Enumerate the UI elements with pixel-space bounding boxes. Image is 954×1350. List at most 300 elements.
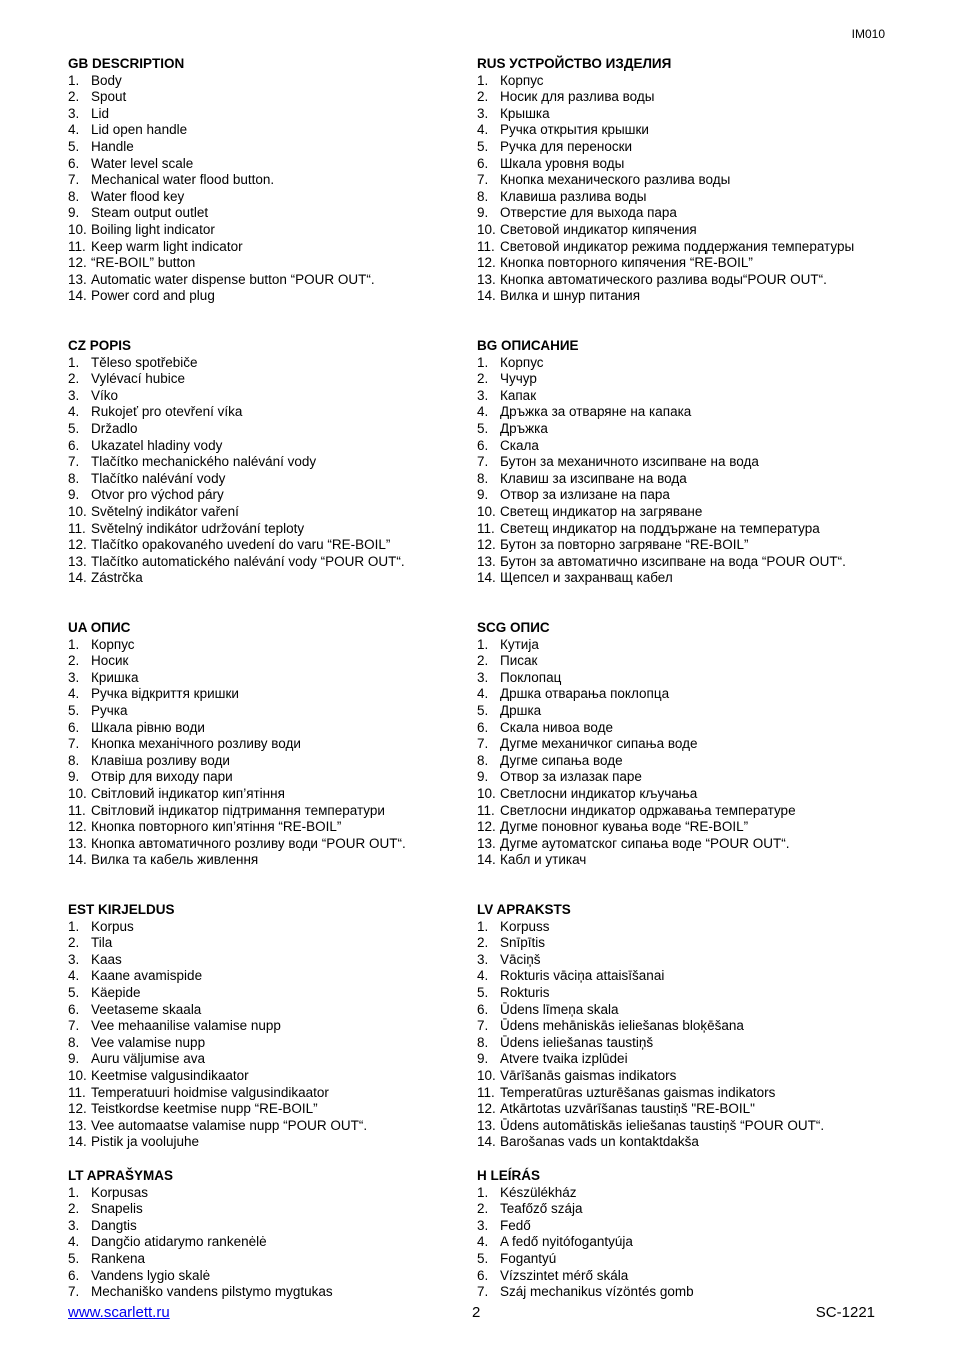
item-text: Кнопка автоматичного розливу води “POUR OUT“. <box>91 835 406 851</box>
item-text: Rokturis <box>500 984 550 1000</box>
list-item <box>68 720 406 737</box>
list-item <box>477 288 854 305</box>
list-item <box>68 1201 333 1218</box>
item-text: Носик <box>91 653 129 669</box>
item-text: Tila <box>91 935 113 951</box>
item-text: Készülékház <box>500 1184 577 1200</box>
item-text: Светлосни индикатор одржавања температуре <box>500 802 796 818</box>
item-number: 12. <box>68 537 87 553</box>
list-item <box>477 570 846 587</box>
item-text: Корпус <box>500 72 544 88</box>
item-number: 13. <box>477 1117 496 1133</box>
item-number: 1. <box>477 636 489 652</box>
item-text: Щепсел и захранващ кабел <box>500 570 673 586</box>
item-number: 3. <box>68 105 80 121</box>
list-item <box>68 736 406 753</box>
list-item <box>68 172 375 189</box>
item-text: Fedő <box>500 1217 531 1233</box>
item-text: Корпус <box>500 354 544 370</box>
item-number: 12. <box>68 1101 87 1117</box>
item-number: 7. <box>68 454 80 470</box>
item-number: 3. <box>68 951 80 967</box>
list-item <box>477 753 796 770</box>
item-number: 5. <box>68 702 80 718</box>
list-item <box>477 720 796 737</box>
list-item <box>477 205 854 222</box>
item-number: 5. <box>68 984 80 1000</box>
item-number: 5. <box>477 702 489 718</box>
list-item <box>477 1134 824 1151</box>
list-item <box>68 487 405 504</box>
list-item <box>68 968 367 985</box>
list-item <box>68 1101 367 1118</box>
parts-list <box>477 73 854 305</box>
item-text: Tlačítko nalévání vody <box>91 470 226 486</box>
item-text: Vārīšanās gaismas indikators <box>500 1067 677 1083</box>
item-number: 8. <box>477 752 489 768</box>
item-number: 6. <box>68 437 80 453</box>
list-item <box>68 438 405 455</box>
parts-list <box>477 355 846 587</box>
list-item <box>68 106 375 123</box>
section-left-3 <box>68 902 367 1151</box>
item-number: 9. <box>477 487 489 503</box>
item-text: Вилка и шнур питания <box>500 288 641 304</box>
list-item <box>477 1002 824 1019</box>
list-item <box>477 487 846 504</box>
item-number: 9. <box>68 1051 80 1067</box>
item-text: Крышка <box>500 105 550 121</box>
list-item <box>68 819 406 836</box>
list-item <box>477 106 854 123</box>
section-title: LT APRAŠYMAS <box>68 1168 174 1183</box>
item-number: 7. <box>477 172 489 188</box>
item-number: 5. <box>68 1250 80 1266</box>
list-item <box>477 388 846 405</box>
item-number: 2. <box>68 935 80 951</box>
list-item <box>68 255 375 272</box>
item-number: 10. <box>68 503 87 519</box>
item-number: 7. <box>477 1284 489 1300</box>
item-number: 1. <box>68 354 80 370</box>
item-number: 1. <box>477 354 489 370</box>
list-item <box>477 637 796 654</box>
item-text: Kaas <box>91 951 122 967</box>
list-item <box>68 189 375 206</box>
item-text: Lid open handle <box>91 122 188 138</box>
list-item <box>68 1018 367 1035</box>
list-item <box>477 1251 694 1268</box>
item-number: 6. <box>477 1001 489 1017</box>
item-number: 13. <box>68 1117 87 1133</box>
list-item <box>68 222 375 239</box>
item-text: Кнопка механического разлива воды <box>500 172 731 188</box>
item-number: 6. <box>68 1001 80 1017</box>
section-title: GB DESCRIPTION <box>68 56 185 71</box>
item-text: Tlačítko automatického nalévání vody “POUR OUT“. <box>91 553 405 569</box>
list-item <box>68 471 405 488</box>
list-item <box>477 836 796 853</box>
item-text: Száj mechanikus vízöntés gomb <box>500 1284 694 1300</box>
list-item <box>68 686 406 703</box>
item-number: 11. <box>68 1084 86 1100</box>
item-number: 3. <box>477 387 489 403</box>
item-number: 10. <box>477 221 496 237</box>
item-number: 14. <box>477 570 496 586</box>
parts-list <box>68 919 367 1151</box>
item-text: Дръжка <box>500 420 548 436</box>
item-number: 11. <box>477 802 495 818</box>
item-number: 1. <box>68 918 80 934</box>
list-item <box>68 1068 367 1085</box>
item-text: Дршка отварања поклопца <box>500 686 670 702</box>
list-item <box>477 919 824 936</box>
list-item <box>68 935 367 952</box>
item-number: 13. <box>68 271 87 287</box>
item-number: 11. <box>477 1084 495 1100</box>
list-item <box>477 355 846 372</box>
list-item <box>68 653 406 670</box>
item-text: Ручка для переноски <box>500 138 633 154</box>
list-item <box>477 1068 824 1085</box>
item-text: Zástrčka <box>91 570 143 586</box>
item-number: 9. <box>477 205 489 221</box>
list-item <box>477 1234 694 1251</box>
item-text: Snīpītis <box>500 935 546 951</box>
list-item <box>477 139 854 156</box>
item-number: 14. <box>477 1134 496 1150</box>
item-number: 12. <box>477 819 496 835</box>
list-item <box>477 255 854 272</box>
item-text: Скала <box>500 437 539 453</box>
item-text: Кришка <box>91 669 139 685</box>
item-number: 13. <box>68 835 87 851</box>
document-code: IM010 <box>851 27 885 41</box>
item-text: Ukazatel hladiny vody <box>91 437 223 453</box>
list-item <box>68 504 405 521</box>
list-item <box>68 1218 333 1235</box>
list-item <box>477 554 846 571</box>
item-number: 7. <box>68 736 80 752</box>
item-text: Teistkordse keetmise nupp “RE-BOIL” <box>91 1101 318 1117</box>
item-number: 6. <box>477 719 489 735</box>
item-text: Kaane avamispide <box>91 968 203 984</box>
item-number: 1. <box>68 1184 80 1200</box>
item-text: Body <box>91 72 122 88</box>
parts-list <box>68 355 405 587</box>
list-item <box>68 1185 333 1202</box>
section-title: H LEÍRÁS <box>477 1168 541 1183</box>
list-item <box>68 803 406 820</box>
item-number: 3. <box>68 387 80 403</box>
item-number: 14. <box>68 570 87 586</box>
item-text: Кутија <box>500 636 539 652</box>
list-item <box>477 521 846 538</box>
section-title: CZ POPIS <box>68 338 132 353</box>
item-text: Světelný indikátor udržování teploty <box>91 520 305 536</box>
list-item <box>68 156 375 173</box>
item-number: 7. <box>68 172 80 188</box>
item-text: Lid <box>91 105 110 121</box>
list-item <box>477 156 854 173</box>
item-text: Korpuss <box>500 918 550 934</box>
list-item <box>68 122 375 139</box>
item-number: 13. <box>477 835 496 851</box>
item-number: 6. <box>68 1267 80 1283</box>
list-item <box>477 1201 694 1218</box>
list-item <box>68 852 406 869</box>
item-text: Otvor pro východ páry <box>91 487 224 503</box>
item-number: 12. <box>477 537 496 553</box>
item-number: 9. <box>68 769 80 785</box>
item-text: Ūdens ieliešanas taustiņš <box>500 1034 654 1050</box>
list-item <box>477 1268 694 1285</box>
item-text: Капак <box>500 387 537 403</box>
item-number: 1. <box>68 636 80 652</box>
item-number: 6. <box>477 437 489 453</box>
item-text: Дршка <box>500 702 542 718</box>
item-text: Rukojeť pro otevření víka <box>91 404 243 420</box>
item-number: 11. <box>68 238 86 254</box>
item-number: 8. <box>477 470 489 486</box>
item-text: Atvere tvaika izplūdei <box>500 1051 628 1067</box>
item-text: Отвор за излазак паре <box>500 769 642 785</box>
item-text: Ручка <box>91 702 128 718</box>
item-text: Vylévací hubice <box>91 371 186 387</box>
item-text: Vízszintet mérő skála <box>500 1267 629 1283</box>
item-text: Светлосни индикатор кључања <box>500 785 698 801</box>
parts-list <box>477 1185 694 1301</box>
list-item <box>68 637 406 654</box>
item-text: Fogantyú <box>500 1250 557 1266</box>
item-number: 3. <box>68 669 80 685</box>
list-item <box>477 73 854 90</box>
item-text: Water level scale <box>91 155 194 171</box>
list-item <box>477 421 846 438</box>
item-number: 2. <box>68 653 80 669</box>
item-number: 14. <box>477 852 496 868</box>
list-item <box>477 1118 824 1135</box>
list-item <box>68 554 405 571</box>
item-text: Бутон за повторно загряване “RE-BOIL” <box>500 537 749 553</box>
item-text: Mechaniško vandens pilstymo mygtukas <box>91 1284 333 1300</box>
list-item <box>68 703 406 720</box>
item-number: 4. <box>68 1234 80 1250</box>
list-item <box>68 205 375 222</box>
item-text: Temperatuuri hoidmise valgusindikaator <box>91 1084 329 1100</box>
item-number: 4. <box>477 968 489 984</box>
list-item <box>477 786 796 803</box>
item-number: 9. <box>477 769 489 785</box>
list-item <box>477 172 854 189</box>
list-item <box>68 836 406 853</box>
item-number: 2. <box>477 89 489 105</box>
item-text: Отвір для виходу пари <box>91 769 233 785</box>
item-number: 12. <box>68 819 87 835</box>
list-item <box>477 1101 824 1118</box>
item-text: Бутон за механичното изсипване на вода <box>500 454 759 470</box>
item-text: Käepide <box>91 984 141 1000</box>
item-number: 4. <box>477 686 489 702</box>
item-text: Mechanical water flood button. <box>91 172 275 188</box>
list-item <box>477 852 796 869</box>
section-title: RUS УСТРОЙСТВО ИЗДЕЛИЯ <box>477 56 672 71</box>
list-item <box>477 222 854 239</box>
list-item <box>477 537 846 554</box>
list-item <box>477 653 796 670</box>
item-text: Писак <box>500 653 538 669</box>
list-item <box>477 686 796 703</box>
section-title: LV APRAKSTS <box>477 902 571 917</box>
section-right-0 <box>477 56 854 305</box>
list-item <box>477 438 846 455</box>
list-item <box>477 703 796 720</box>
item-text: Automatic water dispense button “POUR OUT“. <box>91 271 375 287</box>
item-text: Кнопка повторного кип’ятіння “RE-BOIL” <box>91 819 342 835</box>
item-text: Светещ индикатор на загряване <box>500 503 703 519</box>
list-item <box>68 139 375 156</box>
list-item <box>68 388 405 405</box>
section-title: SCG ОПИС <box>477 620 550 635</box>
item-text: Vee automaatse valamise nupp “POUR OUT“. <box>91 1117 368 1133</box>
list-item <box>68 239 375 256</box>
list-item <box>477 1035 824 1052</box>
list-item <box>477 985 824 1002</box>
section-title: UA ОПИС <box>68 620 131 635</box>
parts-list <box>68 1185 333 1301</box>
list-item <box>477 371 846 388</box>
list-item <box>477 189 854 206</box>
item-number: 7. <box>477 736 489 752</box>
item-number: 11. <box>477 520 495 536</box>
item-text: Atkārtotas uzvārīšanas taustiņš "RE-BOIL" <box>500 1101 755 1117</box>
section-right-2 <box>477 620 796 869</box>
item-number: 2. <box>68 89 80 105</box>
item-text: Teafőző szája <box>500 1201 583 1217</box>
section-title: EST KIRJELDUS <box>68 902 175 917</box>
list-item <box>68 670 406 687</box>
item-number: 2. <box>477 371 489 387</box>
item-text: Tlačítko mechanického nalévání vody <box>91 454 317 470</box>
item-text: Скала нивоа воде <box>500 719 613 735</box>
item-number: 1. <box>68 72 80 88</box>
list-item <box>68 355 405 372</box>
item-text: Шкала рівню води <box>91 719 205 735</box>
item-number: 7. <box>477 1018 489 1034</box>
list-item <box>477 1051 824 1068</box>
item-number: 11. <box>477 238 495 254</box>
item-number: 5. <box>68 420 80 436</box>
parts-list <box>68 73 375 305</box>
list-item <box>477 670 796 687</box>
item-number: 13. <box>477 553 496 569</box>
item-text: Tlačítko opakovaného uvedení do varu “RE-BOIL” <box>91 537 391 553</box>
list-item <box>477 89 854 106</box>
model-number: SC-1221 <box>815 1304 875 1321</box>
list-item <box>477 1185 694 1202</box>
item-number: 8. <box>68 470 80 486</box>
section-left-1 <box>68 338 405 587</box>
item-number: 6. <box>68 719 80 735</box>
list-item <box>68 1085 367 1102</box>
item-text: Korpus <box>91 918 134 934</box>
list-item <box>68 769 406 786</box>
item-text: Ручка открытия крышки <box>500 122 649 138</box>
item-text: Vāciņš <box>500 951 541 967</box>
website-link[interactable]: www.scarlett.ru <box>68 1304 170 1321</box>
item-number: 5. <box>477 984 489 1000</box>
list-item <box>68 919 367 936</box>
item-text: Držadlo <box>91 420 138 436</box>
item-text: Кнопка повторного кипячения “RE-BOIL” <box>500 255 753 271</box>
item-text: Дугме механичког сипања воде <box>500 736 698 752</box>
item-number: 2. <box>477 653 489 669</box>
item-number: 1. <box>477 72 489 88</box>
item-number: 10. <box>477 785 496 801</box>
item-number: 5. <box>477 1250 489 1266</box>
item-number: 3. <box>68 1217 80 1233</box>
list-item <box>68 1035 367 1052</box>
item-text: Vee mehaanilise valamise nupp <box>91 1018 281 1034</box>
item-text: Keetmise valgusindikaator <box>91 1067 249 1083</box>
list-item <box>68 1268 333 1285</box>
section-title: BG ОПИСАНИЕ <box>477 338 579 353</box>
item-number: 4. <box>477 122 489 138</box>
list-item <box>68 454 405 471</box>
list-item <box>68 786 406 803</box>
item-number: 5. <box>68 138 80 154</box>
item-number: 10. <box>477 503 496 519</box>
item-text: Steam output outlet <box>91 205 209 221</box>
list-item <box>68 1118 367 1135</box>
list-item <box>68 1051 367 1068</box>
item-text: Кнопка механічного розливу води <box>91 736 301 752</box>
list-item <box>68 272 375 289</box>
item-number: 4. <box>68 686 80 702</box>
item-number: 14. <box>68 852 87 868</box>
item-text: A fedő nyitófogantyúja <box>500 1234 633 1250</box>
list-item <box>68 1284 333 1301</box>
item-number: 2. <box>477 1201 489 1217</box>
item-number: 6. <box>477 1267 489 1283</box>
item-text: Бутон за автоматично изсипване на вода “POUR OUT“. <box>500 553 846 569</box>
list-item <box>68 371 405 388</box>
list-item <box>477 1018 824 1035</box>
item-number: 1. <box>477 1184 489 1200</box>
item-text: Pistik ja voolujuhe <box>91 1134 200 1150</box>
list-item <box>477 504 846 521</box>
item-text: Дръжка за отваряне на капака <box>500 404 692 420</box>
list-item <box>68 1134 367 1151</box>
page-number: 2 <box>472 1304 481 1321</box>
parts-list <box>477 637 796 869</box>
item-number: 12. <box>477 255 496 271</box>
item-text: Ūdens mehāniskās ieliešanas bloķēšana <box>500 1018 744 1034</box>
item-text: Световой индикатор кипячения <box>500 221 697 237</box>
item-number: 4. <box>68 404 80 420</box>
item-number: 8. <box>477 1034 489 1050</box>
item-number: 7. <box>68 1018 80 1034</box>
item-number: 13. <box>68 553 87 569</box>
item-number: 3. <box>477 105 489 121</box>
item-number: 9. <box>68 487 80 503</box>
list-item <box>477 952 824 969</box>
list-item <box>68 570 405 587</box>
item-text: Дугме аутоматског сипања воде “POUR OUT“. <box>500 835 790 851</box>
item-text: Veetaseme skaala <box>91 1001 202 1017</box>
list-item <box>68 537 405 554</box>
list-item <box>477 1284 694 1301</box>
